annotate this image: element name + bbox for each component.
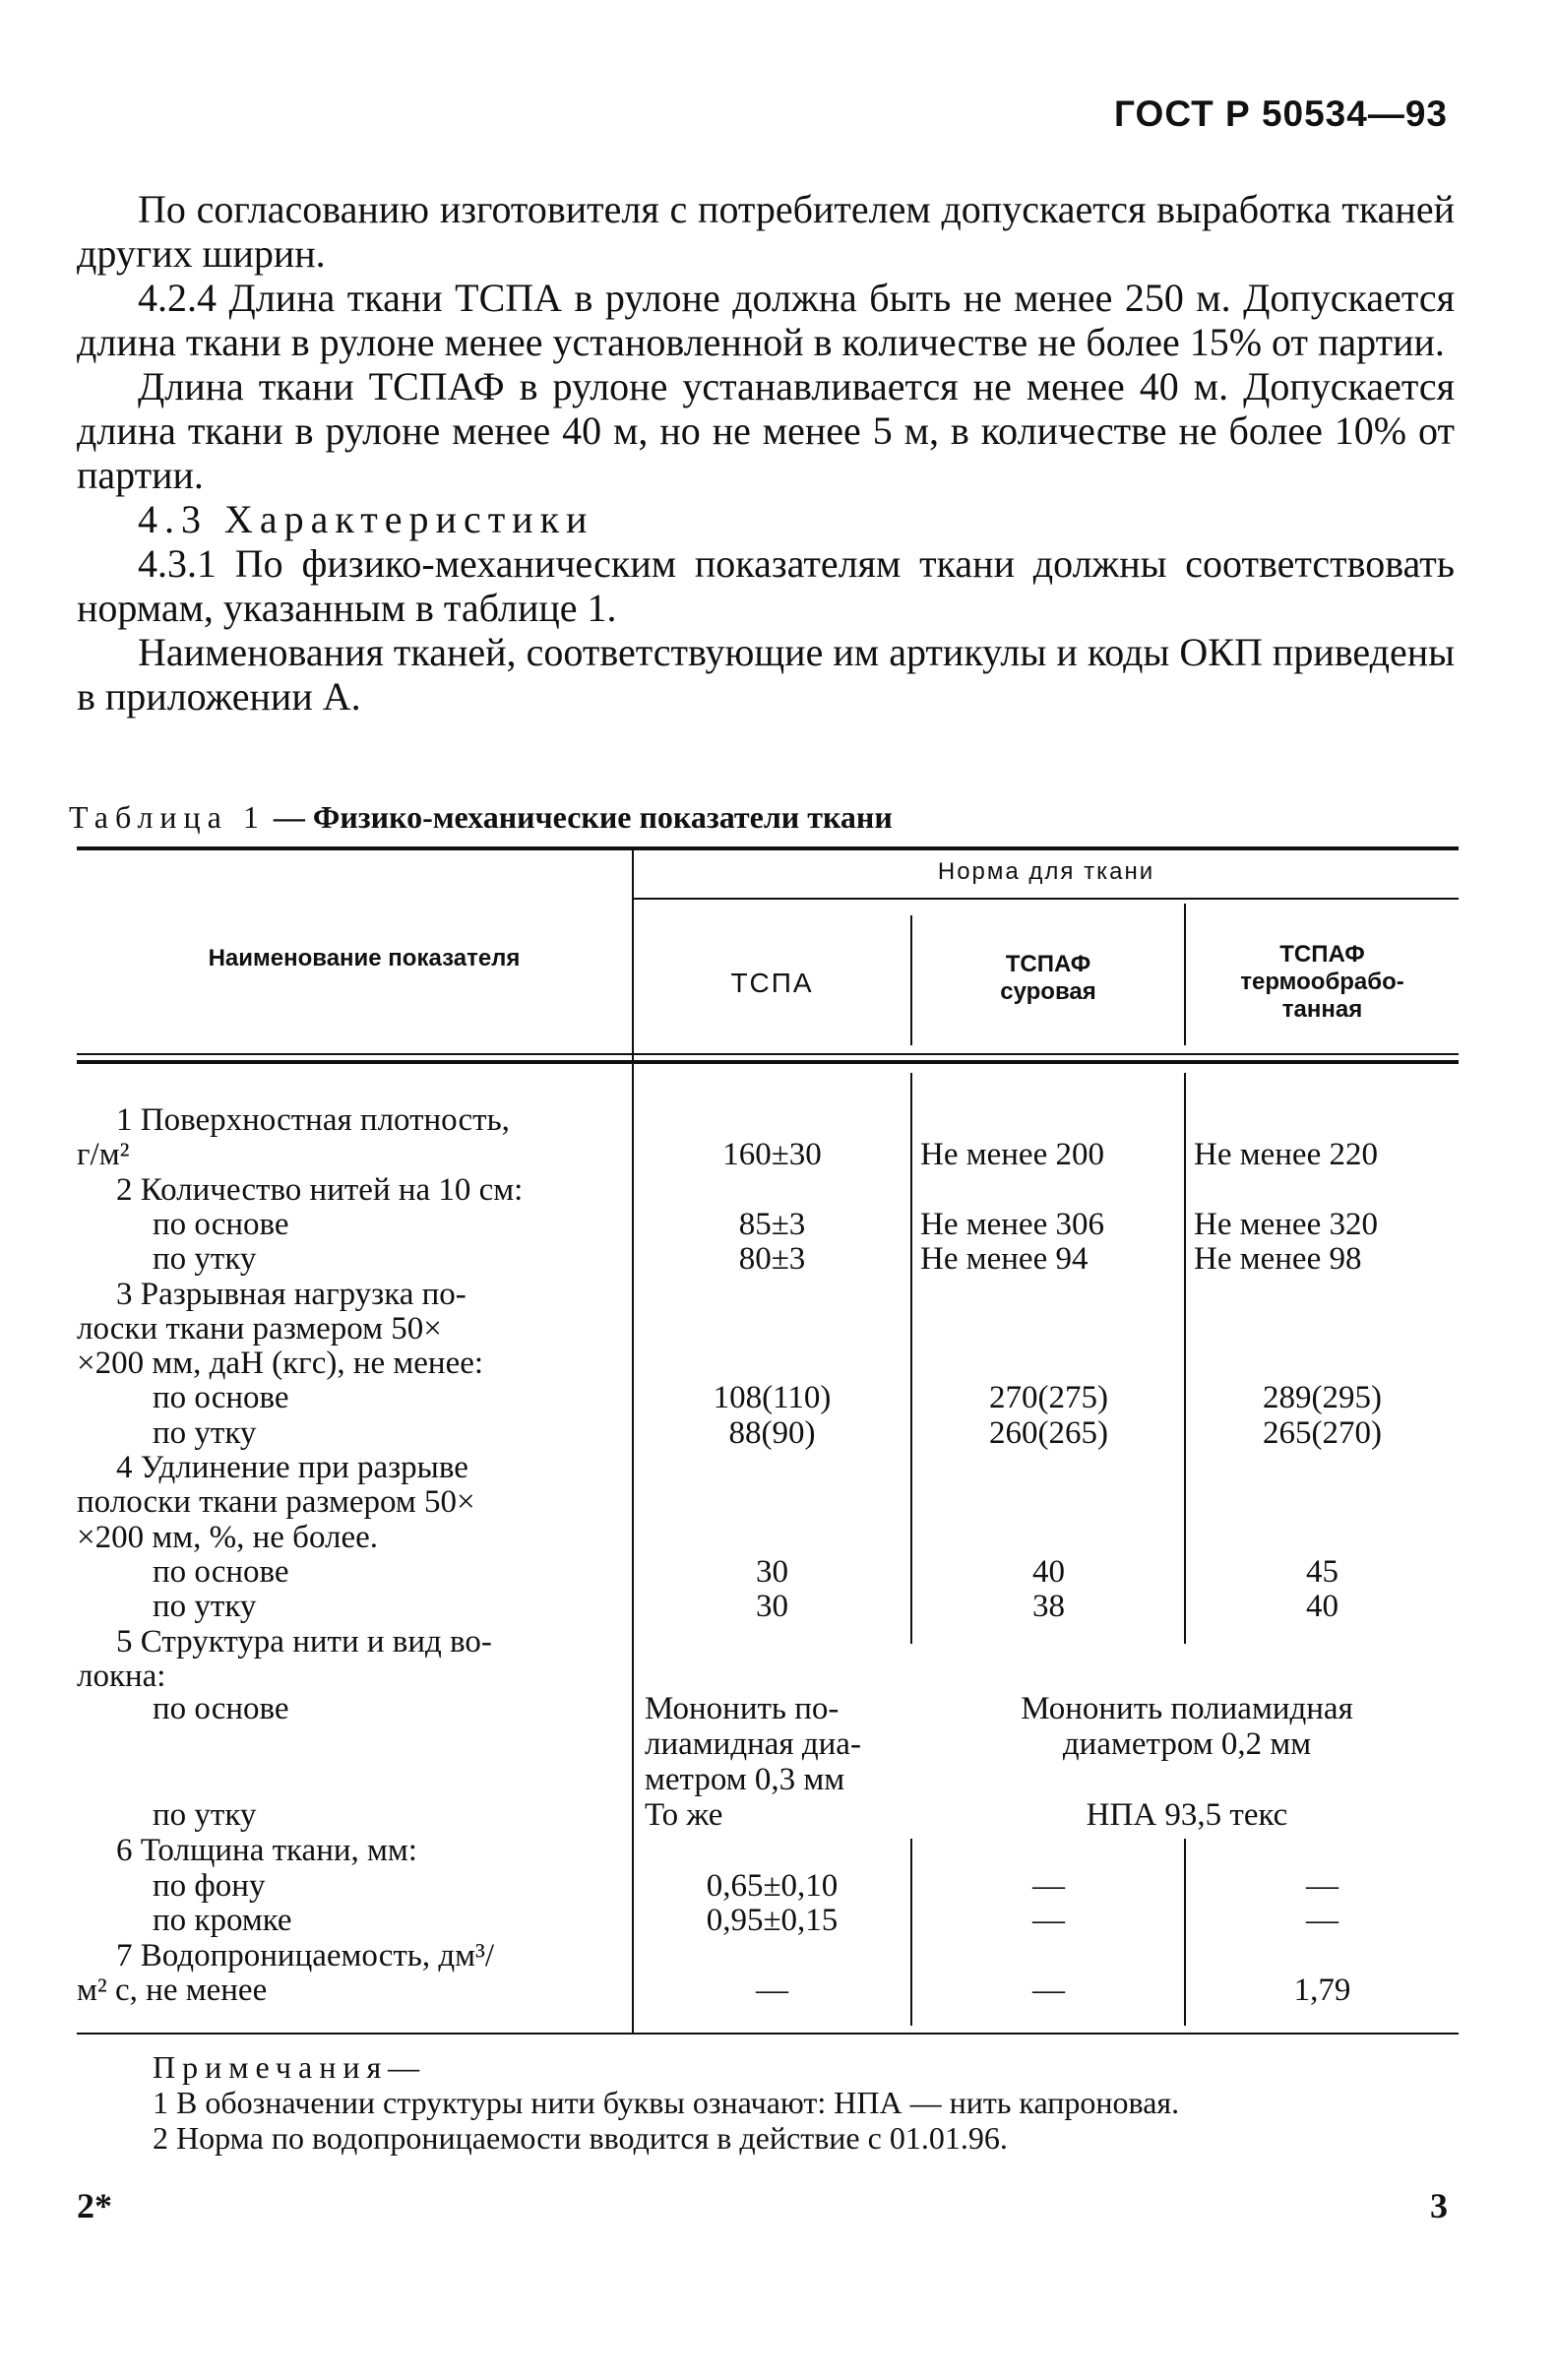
standard-header: ГОСТ Р 50534—93 bbox=[1114, 94, 1448, 134]
paragraph-4-3-1: 4.3.1 По физико-механическим показателям ткани должны соответствовать нормам, указанным в таблице 1. bbox=[77, 541, 1455, 630]
row-value-c3: 40 bbox=[1306, 1589, 1338, 1625]
header-col-tspaf-raw bbox=[912, 951, 1184, 1006]
row-value-c2: 38 bbox=[1032, 1589, 1065, 1625]
structure-warp-c23-line2: диаметром 0,2 мм bbox=[1062, 1726, 1312, 1762]
row-label: по утку bbox=[153, 1414, 257, 1451]
row-label: полоски ткани размером 50× bbox=[77, 1484, 475, 1521]
row-value-c2: — bbox=[1032, 1867, 1065, 1904]
row-label: 1 Поверхностная плотность, bbox=[116, 1102, 510, 1138]
row-label: 7 Водопроницаемость, дм³/ bbox=[116, 1937, 495, 1973]
row-value-c3: 45 bbox=[1306, 1553, 1338, 1590]
row-label: ×200 мм, %, не более. bbox=[77, 1519, 379, 1555]
row-value-c1: 0,65±0,10 bbox=[706, 1867, 839, 1904]
note-1: 1 В обозначении структуры нити буквы означают: НПА — нить капроновая. bbox=[153, 2085, 1180, 2120]
table-bottom-rule bbox=[77, 2033, 1459, 2035]
row-label: лоски ткани размером 50× bbox=[77, 1310, 442, 1347]
row-label: 5 Структура нити и вид во- bbox=[116, 1623, 492, 1660]
header-norm: Норма для ткани bbox=[937, 858, 1155, 885]
paragraph-names: Наименования тканей, соответствующие им артикулы и коды ОКП приведены в приложении А. bbox=[77, 630, 1455, 719]
section-4-3-heading: 4.3 Характеристики bbox=[138, 497, 594, 541]
table-notes bbox=[153, 2049, 1179, 2156]
row-label: 4 Удлинение при разрыве bbox=[116, 1450, 468, 1485]
row-label: по основе bbox=[153, 1380, 289, 1416]
row-value-c3: Не менее 320 bbox=[1194, 1206, 1378, 1242]
structure-warp-c23 bbox=[915, 1691, 1459, 1762]
row-value-c3: 265(270) bbox=[1263, 1414, 1382, 1451]
row-value-c1: 30 bbox=[756, 1553, 788, 1590]
structure-weft-c1: То же bbox=[645, 1797, 723, 1833]
body-text bbox=[77, 187, 1455, 719]
header-indicator-name: Наименование показателя bbox=[208, 945, 521, 971]
row-value-c2: Не менее 200 bbox=[920, 1137, 1104, 1173]
row-label: по кромке bbox=[153, 1903, 292, 1938]
row-value-c1: — bbox=[756, 1973, 788, 2008]
header-col-tspaf-heat bbox=[1186, 941, 1459, 1024]
structure-warp-c1-line2: лиамидная диа- bbox=[645, 1726, 861, 1762]
row-value-c1: 160±30 bbox=[722, 1137, 822, 1173]
header-col2-line1: ТСПАФ bbox=[1005, 951, 1091, 977]
norm-header-rule bbox=[634, 898, 1459, 900]
row-value-c2: — bbox=[1032, 1973, 1065, 2008]
row-value-c1: 30 bbox=[756, 1589, 788, 1625]
row-label: 6 Толщина ткани, мм: bbox=[116, 1833, 417, 1868]
header-col3-line2: термообрабо- bbox=[1240, 969, 1404, 995]
row-value-c3: — bbox=[1306, 1867, 1338, 1904]
row-label: 2 Количество нитей на 10 см: bbox=[116, 1171, 524, 1208]
structure-warp-c1 bbox=[645, 1691, 861, 1797]
row-value-c1: 0,95±0,15 bbox=[706, 1903, 839, 1938]
table-caption-prefix: Таблица 1 bbox=[69, 799, 266, 835]
row-value-c2: Не менее 306 bbox=[920, 1206, 1104, 1242]
footer-sheet-mark: 2* bbox=[77, 2186, 112, 2225]
paragraph-length-tspaf: Длина ткани ТСПАФ в рулоне устанавливается не менее 40 м. Допускается длина ткани в рулоне менее 40 м, но не менее 5 м, в количестве не более 10% от партии. bbox=[77, 364, 1455, 497]
structure-warp-c1-line3: метром 0,3 мм bbox=[645, 1762, 845, 1797]
row-value-c2: 40 bbox=[1032, 1553, 1065, 1590]
table-caption-title: — Физико-механические показатели ткани bbox=[273, 799, 893, 835]
structure-weft-c23: НПА 93,5 текс bbox=[1086, 1797, 1288, 1833]
row-value-c2: — bbox=[1032, 1903, 1065, 1938]
structure-warp-c23-line1: Мононить полиамидная bbox=[1021, 1691, 1353, 1726]
header-col3-line3: танная bbox=[1281, 996, 1363, 1023]
row-label: по фону bbox=[153, 1867, 266, 1904]
paragraph-4-2-4: 4.2.4 Длина ткани ТСПА в рулоне должна быть не менее 250 м. Допускается длина ткани в рулоне менее установленной в количестве не более 15% от партии. bbox=[77, 276, 1455, 364]
structure-warp-c1-line1: Мононить по- bbox=[645, 1691, 840, 1726]
row-label: по утку bbox=[153, 1589, 257, 1625]
row-label: 3 Разрывная нагрузка по- bbox=[116, 1276, 467, 1312]
row-value-c3: Не менее 220 bbox=[1194, 1137, 1378, 1173]
row-value-c1: 88(90) bbox=[728, 1414, 816, 1451]
row-value-c3: 289(295) bbox=[1263, 1380, 1382, 1416]
row-label: по утку bbox=[153, 1241, 257, 1278]
row-value-c1: 80±3 bbox=[738, 1241, 806, 1278]
row-label: локна: bbox=[77, 1658, 166, 1694]
row-value-c1: 85±3 bbox=[738, 1206, 806, 1242]
row-label: г/м² bbox=[77, 1137, 130, 1173]
notes-title: Примечания— bbox=[153, 2049, 427, 2085]
row-value-c2: 270(275) bbox=[989, 1380, 1108, 1416]
row-value-c3: Не менее 98 bbox=[1194, 1241, 1362, 1278]
row-label: ×200 мм, даН (кгс), не менее: bbox=[77, 1346, 484, 1382]
row-value-c2: Не менее 94 bbox=[920, 1241, 1089, 1278]
header-col3-line1: ТСПАФ bbox=[1279, 941, 1365, 968]
structure-weft-label: по утку bbox=[153, 1797, 257, 1833]
row-value-c3: — bbox=[1306, 1903, 1338, 1938]
table-header-rule-2 bbox=[77, 1060, 1459, 1064]
header-col-tspa: ТСПА bbox=[730, 968, 814, 998]
row-value-c2: 260(265) bbox=[989, 1414, 1108, 1451]
row-value-c1: 108(110) bbox=[713, 1380, 832, 1416]
table-header-rule-1 bbox=[77, 1053, 1459, 1055]
page-number: 3 bbox=[1430, 2186, 1448, 2225]
header-col2-line2: суровая bbox=[1000, 978, 1096, 1005]
row-label: м² с, не менее bbox=[77, 1973, 268, 2008]
structure-warp-label: по основе bbox=[153, 1691, 289, 1726]
row-label: по основе bbox=[153, 1206, 289, 1242]
row-value-c3: 1,79 bbox=[1293, 1973, 1351, 2008]
note-2: 2 Норма по водопроницаемости вводится в действие с 01.01.96. bbox=[153, 2120, 1008, 2156]
table-caption bbox=[69, 799, 893, 836]
row-label: по основе bbox=[153, 1553, 289, 1590]
paragraph-1: По согласованию изготовителя с потребителем допускается выработка тканей других ширин. bbox=[77, 187, 1455, 276]
table-top-rule bbox=[77, 846, 1459, 850]
